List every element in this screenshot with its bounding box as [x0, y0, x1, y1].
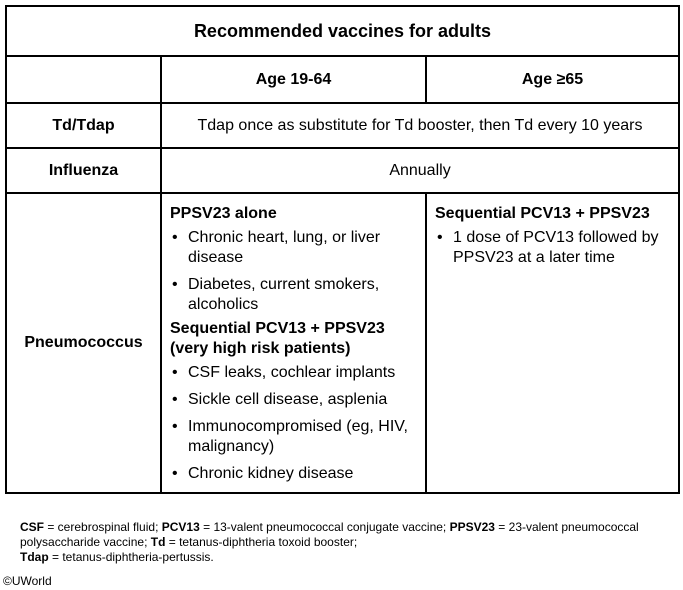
abbreviations-footnote: CSF = cerebrospinal fluid; PCV13 = 13-valent pneumococcal conjugate vaccine; PPSV23 = 23-valent pneumococcal polysaccharide vaccine; Td = tetanus-diphtheria toxoid booster; Tdap = tetanus-diphtheria-pertussis. — [20, 520, 639, 564]
pneumococcus-age-65-cell — [426, 193, 679, 493]
list-item: • Chronic kidney disease — [172, 465, 354, 482]
sequential-high-risk-list — [170, 363, 417, 484]
list-item: • Diabetes, current smokers, alcoholics — [172, 276, 380, 313]
row-label-pneumococcus: Pneumococcus — [6, 193, 161, 493]
table-row-tdap — [6, 103, 679, 148]
list-item: • CSF leaks, cochlear implants — [172, 364, 396, 381]
group-heading-ppsv23-alone: PPSV23 alone — [170, 205, 277, 222]
bullet-icon: • — [172, 418, 178, 435]
pneumococcus-age-19-64-cell — [161, 193, 426, 493]
header-age-19-64: Age 19-64 — [161, 56, 426, 103]
bullet-icon: • — [172, 229, 178, 246]
table-row-influenza — [6, 148, 679, 193]
ppsv23-alone-list — [170, 228, 417, 315]
tdap-recommendation: Tdap once as substitute for Td booster, then Td every 10 years — [161, 103, 679, 148]
list-item: • 1 dose of PCV13 followed by PPSV23 at a later time — [437, 229, 659, 266]
table-title: Recommended vaccines for adults — [6, 6, 679, 56]
copyright-notice: ©UWorld — [3, 574, 52, 588]
row-label-tdap: Td/Tdap — [6, 103, 161, 148]
bullet-icon: • — [172, 276, 178, 293]
table-row-pneumococcus — [6, 193, 679, 493]
bullet-icon: • — [437, 229, 443, 246]
list-item: • Immunocompromised (eg, HIV, malignancy) — [172, 418, 408, 455]
header-empty-cell — [6, 56, 161, 103]
vaccine-table — [5, 5, 680, 494]
list-item: • Chronic heart, lung, or liver disease — [172, 229, 381, 266]
header-age-65: Age ≥65 — [426, 56, 679, 103]
group-heading-sequential: Sequential PCV13 + PPSV23 — [435, 205, 650, 222]
influenza-recommendation: Annually — [161, 148, 679, 193]
group-heading-sequential-high-risk: Sequential PCV13 + PPSV23 (very high risk patients) — [170, 320, 385, 357]
sequential-list — [435, 228, 670, 268]
bullet-icon: • — [172, 465, 178, 482]
bullet-icon: • — [172, 391, 178, 408]
bullet-icon: • — [172, 364, 178, 381]
list-item: • Sickle cell disease, asplenia — [172, 391, 388, 408]
row-label-influenza: Influenza — [6, 148, 161, 193]
